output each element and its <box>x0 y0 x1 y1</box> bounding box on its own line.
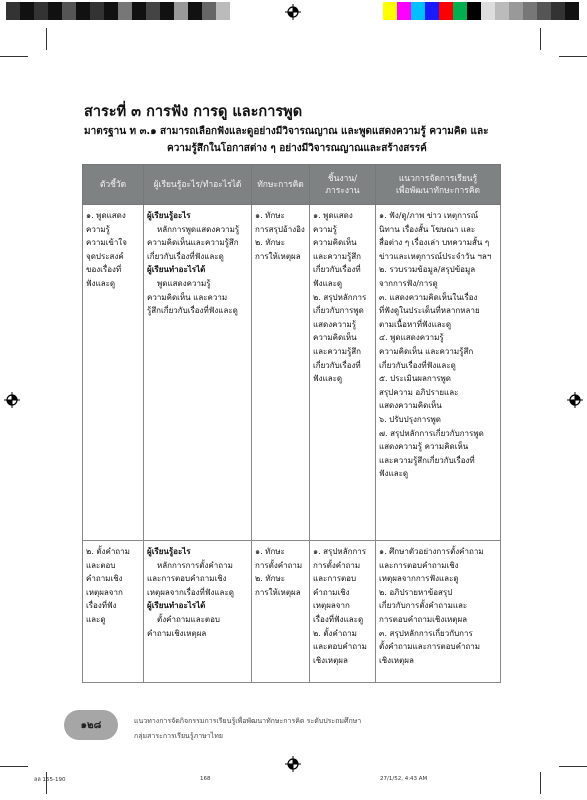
cell-line: และการตอบ <box>313 574 357 584</box>
cell-line: ความรู้ <box>313 224 337 234</box>
cell-line: แสดงความรู้ ความคิดเห็น <box>379 442 469 452</box>
cell-line: สรุปความ อภิปรายและ <box>379 387 459 397</box>
cell-line: เกี่ยวกับเรื่องที่ <box>313 265 361 275</box>
cell-line: ความรู้ <box>86 224 110 234</box>
cell-line: และตอบ <box>86 560 116 570</box>
cell-line: จากการฟัง/การดู <box>379 278 438 288</box>
slug-file: ลล 155-190 <box>34 777 66 783</box>
color-swatch <box>216 2 230 20</box>
cell-line: เหตุผลจากเรื่องที่ฟังและดู <box>147 587 234 597</box>
color-swatch <box>132 2 146 20</box>
cell-line: ๓. สรุปหลักการเกี่ยวกับการ <box>379 628 473 638</box>
cell-line: เชิงเหตุผล <box>379 655 414 665</box>
cell-line: และตอบคำถาม <box>313 642 367 652</box>
color-swatch <box>383 2 397 20</box>
cell-line: การสรุปอ้างอิง <box>255 224 305 234</box>
standard-line-1: มาตรฐาน ท ๓.๑ สามารถเลือกฟังและดูอย่างมีวิจารณญาณ และพูดแสดงความรู้ ความคิด และ <box>84 126 489 137</box>
slug-page: 168 <box>200 776 211 782</box>
cell-line: ความคิดเห็น และความ <box>147 292 228 302</box>
cell-line: ฟังและดู <box>86 278 116 288</box>
crop-mark <box>559 56 587 57</box>
cell-line: ฟังและดู <box>313 374 343 384</box>
cell-line: ที่ฟังดูในประเด็นที่หลากหลาย <box>379 306 480 316</box>
color-swatch <box>537 2 551 20</box>
curriculum-table <box>82 164 501 683</box>
color-swatch <box>551 2 565 20</box>
registration-mark-icon <box>567 392 583 408</box>
cell-line: ฟังและดู <box>313 278 343 288</box>
color-swatch <box>62 2 76 20</box>
cell-line: จุดประสงค์ <box>86 251 124 261</box>
color-swatch <box>174 2 188 20</box>
crop-mark <box>0 766 28 767</box>
cell-line: ความคิดเห็น และความรู้สึก <box>379 346 474 356</box>
cell-line: เรื่องที่ฟังและดู <box>313 614 364 624</box>
cell-line: การตั้งคำถาม <box>313 560 361 570</box>
crop-mark <box>46 28 47 50</box>
color-swatch <box>453 2 467 20</box>
color-swatch <box>565 2 579 20</box>
approach-cell <box>376 541 501 683</box>
footer-book-title: แนวทางการจัดกิจกรรมการเรียนรู้เพื่อพัฒนาทักษะการคิด ระดับประถมศึกษา <box>134 717 362 725</box>
cell-line: เกี่ยวกับการพูด <box>313 306 364 316</box>
cell-line: คำถามเชิง <box>86 574 123 584</box>
approach-cell <box>376 205 501 541</box>
color-swatch <box>90 2 104 20</box>
slug-date: 27/1/52, 4:43 AM <box>380 776 428 782</box>
cell-line: การให้เหตุผล <box>255 587 301 597</box>
cell-line: ความคิดเห็นและความรู้สึก <box>147 238 239 248</box>
skill-cell <box>252 541 310 683</box>
cell-line: ๒. อภิปรายหาข้อสรุป <box>379 587 453 597</box>
cell-line: เชิงเหตุผล <box>313 655 348 665</box>
cell-line: ๑. ทักษะ <box>255 547 285 556</box>
cell-line: เกี่ยวกับเรื่องที่ฟังและดู <box>147 251 224 261</box>
color-swatch <box>6 2 20 20</box>
cell-line: ๒. สรุปหลักการ <box>313 292 367 302</box>
cell-line: ข่าวและเหตุการณ์ประจำวัน ฯลฯ <box>379 251 492 261</box>
cell-line: ๒. รวบรวมข้อมูล/สรุปข้อมูล <box>379 265 476 275</box>
cell-line: ตั้งคำถามและตอบ <box>157 614 220 624</box>
cell-line: ความคิดเห็น <box>313 238 357 248</box>
page-title: สาระที่ ๓ การฟัง การดู และการพูด <box>84 104 303 120</box>
header-work: ชิ้นงาน/ ภาระงาน <box>310 165 376 205</box>
color-swatch <box>146 2 160 20</box>
color-swatch <box>76 2 90 20</box>
cell-line: ๑. พูดแสดง <box>86 211 126 220</box>
cell-line: ตามเนื้อหาที่ฟังและดู <box>379 319 452 329</box>
table-row <box>83 541 501 683</box>
cell-line: ๒. ทักษะ <box>255 238 286 248</box>
learning-cell <box>144 205 252 541</box>
printer-grayscale-bar <box>6 2 230 20</box>
cell-line: ตั้งคำถามและการตอบคำถาม <box>379 642 481 652</box>
cell-line: ความคิดเห็น <box>313 333 357 343</box>
header-indicator: ตัวชี้วัด <box>83 165 144 205</box>
cell-line: ๔. พูดแสดงความรู้ <box>379 333 444 343</box>
color-swatch <box>160 2 174 20</box>
cell-line: ๑. ทักษะ <box>255 211 285 220</box>
color-swatch <box>118 2 132 20</box>
cell-line: หลักการการตั้งคำถาม <box>157 560 233 570</box>
cell-line: รู้สึกเกี่ยวกับเรื่องที่ฟังและดู <box>147 306 238 316</box>
cell-line: ๑. สรุปหลักการ <box>313 547 367 556</box>
cell-line: ของเรื่องที่ <box>86 265 122 275</box>
color-swatch <box>439 2 453 20</box>
cell-line: และดู <box>86 614 106 624</box>
cell-line: ๒. ตั้งคำถาม <box>313 628 357 638</box>
color-swatch <box>188 2 202 20</box>
cell-line: เหตุผลจากการฟังและดู <box>379 574 459 584</box>
cell-line: และความรู้สึกเกี่ยวกับเรื่องที่ <box>379 455 475 465</box>
cell-line: คำถามเชิงเหตุผล <box>147 628 207 638</box>
table-row <box>83 205 501 541</box>
cell-line: ๑. ฟัง/ดู/ภาพ ข่าว เหตุการณ์ <box>379 211 479 220</box>
cell-line: ๖. ปรับปรุงการพูด <box>379 414 441 424</box>
color-swatch <box>397 2 411 20</box>
skill-cell <box>252 205 310 541</box>
header-thinking-skill: ทักษะการคิด <box>252 165 310 205</box>
learning-cell <box>144 541 252 683</box>
cell-line: และความรู้สึก <box>313 251 361 261</box>
cell-line: ๕. ประเมินผลการพูด <box>379 374 451 384</box>
crop-mark <box>540 772 541 794</box>
header-approach: แนวการจัดการเรียนรู้ เพื่อพัฒนาทักษะการคิด <box>376 165 501 205</box>
cell-line: ๑. พูดแสดง <box>313 211 353 220</box>
cell-line: แสดงความคิดเห็น <box>379 401 442 411</box>
color-swatch <box>467 2 481 20</box>
registration-mark-icon <box>4 392 20 408</box>
crop-mark <box>559 766 587 767</box>
cell-line: และการตอบคำถามเชิง <box>147 574 227 584</box>
registration-mark-icon <box>285 756 301 772</box>
color-swatch <box>48 2 62 20</box>
color-swatch <box>34 2 48 20</box>
cell-line: ๗. สรุปหลักการเกี่ยวกับการพูด <box>379 428 484 438</box>
cell-line: ความเข้าใจ <box>86 238 127 248</box>
cell-line: เรื่องที่ฟัง <box>86 601 117 611</box>
standard-line-2: ความรู้สึกในโอกาสต่าง ๆ อย่างมีวิจารณญาณและสร้างสรรค์ <box>167 143 427 154</box>
cell-line: ๑. ศึกษาตัวอย่างการตั้งคำถาม <box>379 547 484 556</box>
color-swatch <box>425 2 439 20</box>
cell-line: พูดแสดงความรู้ <box>157 278 211 288</box>
crop-mark <box>540 28 541 50</box>
cell-line: เกี่ยวกับการตั้งคำถามและ <box>379 601 468 611</box>
color-swatch <box>202 2 216 20</box>
cell-line: ผู้เรียนทำอะไรได้ <box>147 601 206 611</box>
footer-subject: กลุ่มสาระการเรียนรู้ภาษาไทย <box>134 732 223 740</box>
cell-line: เหตุผลจาก <box>86 587 123 597</box>
color-swatch <box>481 2 495 20</box>
color-swatch <box>509 2 523 20</box>
cell-line: การตอบคำถามเชิงเหตุผล <box>379 614 468 624</box>
cell-line: นิทาน เรื่องสั้น โฆษณา และ <box>379 224 476 234</box>
cell-line: การให้เหตุผล <box>255 251 301 261</box>
cell-line: ผู้เรียนรู้อะไร <box>147 547 191 556</box>
work-cell <box>310 205 376 541</box>
header-learning: ผู้เรียนรู้อะไร/ทำอะไรได้ <box>144 165 252 205</box>
cell-line: คำถามเชิง <box>313 587 350 597</box>
cell-line: เหตุผลจาก <box>313 601 350 611</box>
cell-line: สื่อต่าง ๆ เรื่องเล่า บทความสั้น ๆ <box>379 238 490 248</box>
cell-line: ฟังและดู <box>379 469 409 479</box>
cell-line: แสดงความรู้ <box>313 319 357 329</box>
cell-line: ๓. แสดงความคิดเห็นในเรื่อง <box>379 292 478 302</box>
color-swatch <box>411 2 425 20</box>
cell-line: ผู้เรียนรู้อะไร <box>147 211 191 220</box>
color-swatch <box>104 2 118 20</box>
cell-line: หลักการพูดแสดงความรู้ <box>157 224 240 234</box>
cell-line: เกี่ยวกับเรื่องที่ <box>313 360 361 370</box>
cell-line: และการตอบคำถามเชิง <box>379 560 459 570</box>
indicator-cell <box>83 541 144 683</box>
color-swatch <box>20 2 34 20</box>
cell-line: ๒. ตั้งคำถาม <box>86 547 130 556</box>
table-header-row <box>83 165 501 205</box>
crop-mark <box>0 56 28 57</box>
color-swatch <box>523 2 537 20</box>
cell-line: เกี่ยวกับเรื่องที่ฟังและดู <box>379 360 456 370</box>
cell-line: ผู้เรียนทำอะไรได้ <box>147 265 206 275</box>
color-swatch <box>495 2 509 20</box>
indicator-cell <box>83 205 144 541</box>
page-number-badge: ๑๒๘ <box>64 710 118 740</box>
printer-color-bar <box>383 2 579 20</box>
work-cell <box>310 541 376 683</box>
cell-line: ๒. ทักษะ <box>255 574 286 584</box>
registration-mark-icon <box>285 4 301 20</box>
cell-line: และความรู้สึก <box>313 346 361 356</box>
cell-line: การตั้งคำถาม <box>255 560 303 570</box>
